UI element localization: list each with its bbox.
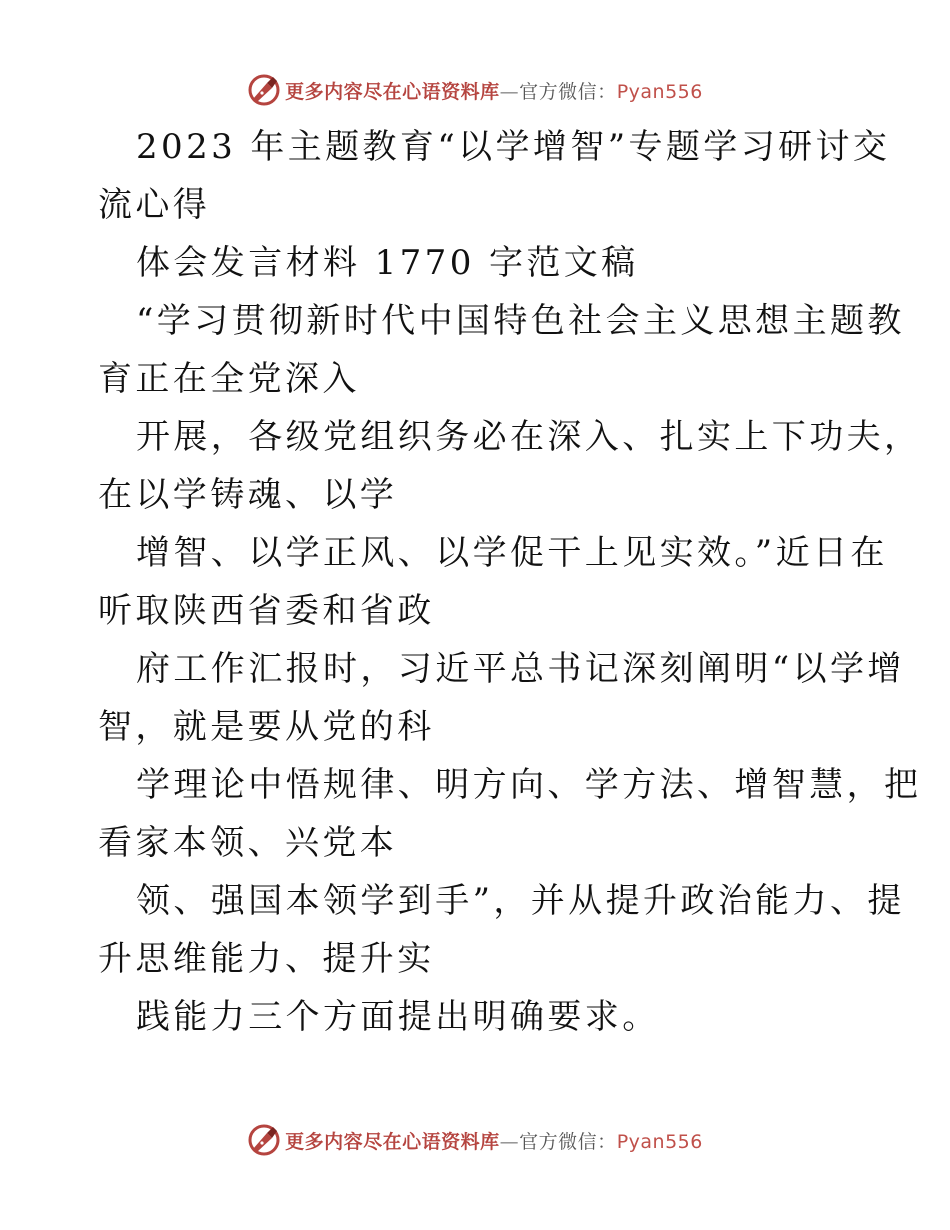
- document-line: 看家本领、兴党本: [98, 823, 398, 863]
- document-line: 智，就是要从党的科: [98, 707, 435, 747]
- watermark-text: [285, 1127, 703, 1154]
- document-body: [98, 118, 922, 1046]
- pen-nib-logo-icon: [247, 1123, 281, 1157]
- document-line: 践能力三个方面提出明确要求。: [136, 997, 660, 1037]
- watermark-main: 更多内容尽在心语资料库: [285, 80, 500, 103]
- document-line: 流心得: [98, 185, 211, 225]
- watermark-id: Pyan556: [616, 80, 703, 103]
- watermark-id: Pyan556: [616, 1130, 703, 1153]
- document-line: 领、强国本领学到手”，并从提升政治能力、提: [136, 881, 905, 921]
- pen-nib-logo-icon: [247, 73, 281, 107]
- document-line: 升思维能力、提升实: [98, 939, 435, 979]
- watermark-separator: —: [499, 80, 520, 103]
- document-line: 府工作汇报时，习近平总书记深刻阐明“以学增: [136, 649, 905, 689]
- document-line: 在以学铸魂、以学: [98, 475, 398, 515]
- watermark-separator: —: [499, 1130, 520, 1153]
- watermark-main: 更多内容尽在心语资料库: [285, 1130, 500, 1153]
- document-line: 听取陕西省委和省政: [98, 591, 435, 631]
- document-line: 体会发言材料 1770 字范文稿: [136, 243, 639, 283]
- document-line: 学理论中悟规律、明方向、学方法、增智慧，把: [136, 765, 922, 805]
- document-line: 2023 年主题教育“以学增智”专题学习研讨交: [136, 127, 891, 167]
- document-line: 育正在全党深入: [98, 359, 360, 399]
- header-watermark: [0, 70, 950, 110]
- footer-watermark: [0, 1120, 950, 1160]
- document-line: 增智、以学正风、以学促干上见实效。”近日在: [136, 533, 888, 573]
- watermark-text: [285, 77, 703, 104]
- watermark-sub: 官方微信：: [519, 80, 617, 103]
- watermark-sub: 官方微信：: [519, 1130, 617, 1153]
- document-line: 开展，各级党组织务必在深入、扎实上下功夫，: [136, 417, 922, 457]
- document-line: “学习贯彻新时代中国特色社会主义思想主题教: [136, 301, 905, 341]
